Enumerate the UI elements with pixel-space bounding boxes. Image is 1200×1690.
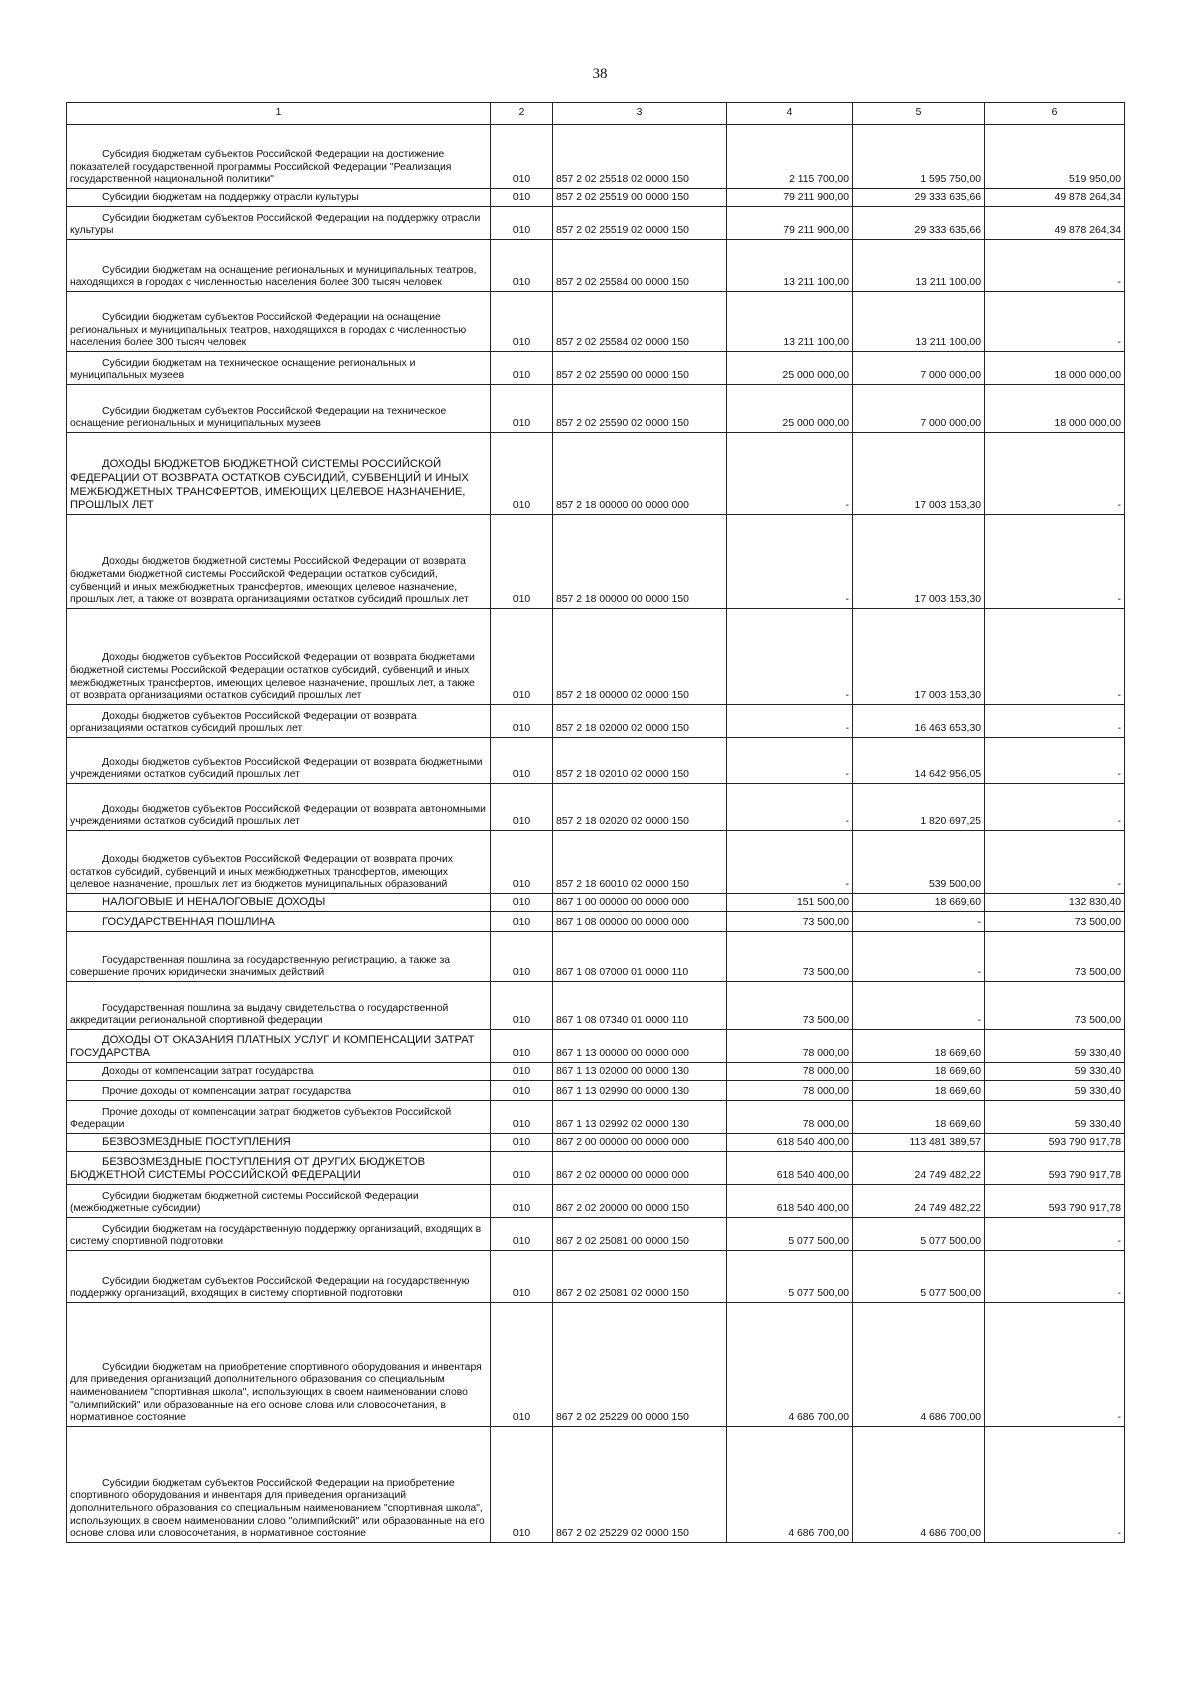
row-value-col6: 73 500,00 [985,912,1125,932]
table-row [67,894,1125,912]
row-budget-classification-code: 867 2 02 20000 00 0000 150 [553,1185,727,1218]
row-value-col5: 5 077 500,00 [853,1251,985,1303]
row-line-code: 010 [491,784,553,831]
row-line-code: 010 [491,292,553,352]
row-description: Субсидии бюджетам на оснащение региональных и муниципальных театров, находящихся в городах с численностью населения более 300 тысяч человек [67,240,491,292]
row-line-code: 010 [491,433,553,515]
row-description: Субсидии бюджетам на техническое оснащение региональных и муниципальных музеев [67,352,491,385]
row-value-col5: 16 463 653,30 [853,705,985,738]
row-description: БЕЗВОЗМЕЗДНЫЕ ПОСТУПЛЕНИЯ ОТ ДРУГИХ БЮДЖЕТОВ БЮДЖЕТНОЙ СИСТЕМЫ РОССИЙСКОЙ ФЕДЕРАЦИИ [67,1152,491,1185]
column-header-6: 6 [985,103,1125,125]
row-value-col6: 593 790 917,78 [985,1185,1125,1218]
row-value-col6: 18 000 000,00 [985,352,1125,385]
row-line-code: 010 [491,1030,553,1063]
row-description: Доходы бюджетов субъектов Российской Федерации от возврата бюджетными учреждениями остатков субсидий прошлых лет [67,738,491,784]
row-value-col6: - [985,515,1125,609]
row-value-col4: - [727,705,853,738]
row-value-col6: - [985,1303,1125,1427]
row-line-code: 010 [491,982,553,1030]
row-budget-classification-code: 867 2 02 25081 02 0000 150 [553,1251,727,1303]
table-row [67,515,1125,609]
row-budget-classification-code: 857 2 02 25590 00 0000 150 [553,352,727,385]
row-value-col6: 73 500,00 [985,982,1125,1030]
row-budget-classification-code: 867 2 02 00000 00 0000 000 [553,1152,727,1185]
row-description: Субсидии бюджетам на государственную поддержку организаций, входящих в систему спортивной подготовки [67,1218,491,1251]
row-value-col5: 4 686 700,00 [853,1303,985,1427]
row-value-col5: 18 669,60 [853,894,985,912]
row-budget-classification-code: 867 2 02 25229 02 0000 150 [553,1427,727,1543]
row-value-col5: 24 749 482,22 [853,1185,985,1218]
row-value-col4: 4 686 700,00 [727,1303,853,1427]
row-line-code: 010 [491,385,553,433]
row-line-code: 010 [491,1101,553,1134]
row-line-code: 010 [491,1152,553,1185]
table-row [67,1303,1125,1427]
row-budget-classification-code: 867 1 13 00000 00 0000 000 [553,1030,727,1063]
row-description: НАЛОГОВЫЕ И НЕНАЛОГОВЫЕ ДОХОДЫ [67,894,491,912]
row-value-col6: - [985,705,1125,738]
row-description: Прочие доходы от компенсации затрат государства [67,1081,491,1101]
column-number-row [67,103,1125,125]
row-description: Субсидии бюджетам на приобретение спортивного оборудования и инвентаря для приведения организаций дополнительного образования со специальным наименованием "спортивная школа", использующих в своем наименовании слово "олимпийский" или образованные на его основе слова или словосочетания, в нормативное состояние [67,1303,491,1427]
column-header-3: 3 [553,103,727,125]
row-value-col4: - [727,515,853,609]
row-value-col5: 17 003 153,30 [853,609,985,705]
row-value-col4: 5 077 500,00 [727,1218,853,1251]
table-row [67,292,1125,352]
revenue-table [66,102,1125,1543]
row-value-col6: - [985,738,1125,784]
table-row [67,385,1125,433]
row-value-col6: 18 000 000,00 [985,385,1125,433]
column-header-4: 4 [727,103,853,125]
row-budget-classification-code: 867 1 00 00000 00 0000 000 [553,894,727,912]
row-value-col5: 7 000 000,00 [853,352,985,385]
row-value-col4: 78 000,00 [727,1101,853,1134]
row-value-col6: - [985,1427,1125,1543]
row-value-col6: - [985,831,1125,894]
row-value-col4: - [727,831,853,894]
table-row [67,932,1125,982]
row-budget-classification-code: 867 2 02 25229 00 0000 150 [553,1303,727,1427]
row-description: Субсидия бюджетам субъектов Российской Федерации на достижение показателей государственной программы Российской Федерации "Реализация государственной национальной политики" [67,125,491,189]
row-description: Доходы бюджетов субъектов Российской Федерации от возврата бюджетами бюджетной системы Российской Федерации остатков субсидий, субвенций и иных межбюджетных трансфертов, имеющих целевое назначение, прошлых лет, а также от возврата организациями остатков субсидий прошлых лет [67,609,491,705]
row-budget-classification-code: 857 2 02 25518 02 0000 150 [553,125,727,189]
row-value-col5: 18 669,60 [853,1081,985,1101]
row-value-col5: 18 669,60 [853,1101,985,1134]
row-value-col6: - [985,240,1125,292]
row-line-code: 010 [491,1218,553,1251]
table-row [67,1081,1125,1101]
row-description: Субсидии бюджетам субъектов Российской Федерации на государственную поддержку организаций, входящих в систему спортивной подготовки [67,1251,491,1303]
table-row [67,1101,1125,1134]
row-budget-classification-code: 867 1 13 02000 00 0000 130 [553,1063,727,1081]
row-value-col4: 13 211 100,00 [727,292,853,352]
row-value-col6: 132 830,40 [985,894,1125,912]
row-value-col4: 78 000,00 [727,1063,853,1081]
row-budget-classification-code: 867 1 08 07340 01 0000 110 [553,982,727,1030]
row-value-col5: 18 669,60 [853,1063,985,1081]
column-header-2: 2 [491,103,553,125]
row-value-col5: 1 820 697,25 [853,784,985,831]
row-description: БЕЗВОЗМЕЗДНЫЕ ПОСТУПЛЕНИЯ [67,1134,491,1152]
row-budget-classification-code: 857 2 18 02020 02 0000 150 [553,784,727,831]
row-line-code: 010 [491,831,553,894]
row-line-code: 010 [491,912,553,932]
row-budget-classification-code: 857 2 18 00000 02 0000 150 [553,609,727,705]
table-row [67,1427,1125,1543]
row-value-col6: 59 330,40 [985,1063,1125,1081]
row-value-col4: 618 540 400,00 [727,1185,853,1218]
column-header-1: 1 [67,103,491,125]
row-value-col5: 7 000 000,00 [853,385,985,433]
table-row [67,1218,1125,1251]
row-line-code: 010 [491,1063,553,1081]
row-line-code: 010 [491,125,553,189]
row-description: Субсидии бюджетам субъектов Российской Федерации на оснащение региональных и муниципальных театров, находящихся в городах с численностью населения более 300 тысяч человек [67,292,491,352]
row-description: Субсидии бюджетам на поддержку отрасли культуры [67,189,491,207]
row-line-code: 010 [491,1303,553,1427]
table-row [67,207,1125,240]
table-row [67,705,1125,738]
row-line-code: 010 [491,207,553,240]
table-row [67,125,1125,189]
row-budget-classification-code: 857 2 02 25519 00 0000 150 [553,189,727,207]
row-value-col5: 13 211 100,00 [853,292,985,352]
row-value-col5: 4 686 700,00 [853,1427,985,1543]
row-value-col6: 73 500,00 [985,932,1125,982]
row-line-code: 010 [491,894,553,912]
table-row [67,240,1125,292]
row-value-col6: - [985,433,1125,515]
row-value-col6: 519 950,00 [985,125,1125,189]
row-description: ДОХОДЫ БЮДЖЕТОВ БЮДЖЕТНОЙ СИСТЕМЫ РОССИЙСКОЙ ФЕДЕРАЦИИ ОТ ВОЗВРАТА ОСТАТКОВ СУБСИДИЙ, СУБВЕНЦИЙ И ИНЫХ МЕЖБЮДЖЕТНЫХ ТРАНСФЕРТОВ, ИМЕЮЩИХ ЦЕЛЕВОЕ НАЗНАЧЕНИЕ, ПРОШЛЫХ ЛЕТ [67,433,491,515]
row-description: ГОСУДАРСТВЕННАЯ ПОШЛИНА [67,912,491,932]
row-value-col4: - [727,433,853,515]
row-budget-classification-code: 857 2 02 25590 02 0000 150 [553,385,727,433]
row-description: ДОХОДЫ ОТ ОКАЗАНИЯ ПЛАТНЫХ УСЛУГ И КОМПЕНСАЦИИ ЗАТРАТ ГОСУДАРСТВА [67,1030,491,1063]
row-description: Доходы от компенсации затрат государства [67,1063,491,1081]
row-value-col4: 5 077 500,00 [727,1251,853,1303]
table-row [67,1063,1125,1081]
row-value-col5: 29 333 635,66 [853,207,985,240]
row-value-col4: 73 500,00 [727,912,853,932]
row-description: Доходы бюджетов субъектов Российской Федерации от возврата организациями остатков субсидий прошлых лет [67,705,491,738]
table-row [67,831,1125,894]
row-description: Субсидии бюджетам субъектов Российской Федерации на техническое оснащение региональных и муниципальных музеев [67,385,491,433]
row-value-col6: - [985,1218,1125,1251]
row-value-col5: 539 500,00 [853,831,985,894]
row-budget-classification-code: 867 2 02 25081 00 0000 150 [553,1218,727,1251]
row-value-col4: 151 500,00 [727,894,853,912]
row-value-col6: 593 790 917,78 [985,1152,1125,1185]
row-value-col6: 59 330,40 [985,1081,1125,1101]
row-value-col4: 25 000 000,00 [727,352,853,385]
row-value-col5: 17 003 153,30 [853,433,985,515]
table-header [67,103,1125,125]
row-budget-classification-code: 857 2 18 60010 02 0000 150 [553,831,727,894]
row-value-col4: 73 500,00 [727,982,853,1030]
row-value-col4: 78 000,00 [727,1030,853,1063]
row-value-col6: - [985,1251,1125,1303]
table-row [67,784,1125,831]
row-value-col5: 113 481 389,57 [853,1134,985,1152]
row-value-col5: 24 749 482,22 [853,1152,985,1185]
row-budget-classification-code: 857 2 18 02000 02 0000 150 [553,705,727,738]
row-description: Государственная пошлина за выдачу свидетельства о государственной аккредитации региональной спортивной федерации [67,982,491,1030]
row-value-col6: 59 330,40 [985,1101,1125,1134]
row-value-col4: 2 115 700,00 [727,125,853,189]
table-row [67,912,1125,932]
row-value-col6: - [985,609,1125,705]
table-row [67,738,1125,784]
row-value-col4: - [727,609,853,705]
table-row [67,1030,1125,1063]
row-line-code: 010 [491,1134,553,1152]
row-value-col5: 18 669,60 [853,1030,985,1063]
row-line-code: 010 [491,1185,553,1218]
row-budget-classification-code: 857 2 18 02010 02 0000 150 [553,738,727,784]
row-value-col6: - [985,292,1125,352]
row-value-col5: - [853,982,985,1030]
row-budget-classification-code: 867 2 00 00000 00 0000 000 [553,1134,727,1152]
row-value-col4: 78 000,00 [727,1081,853,1101]
table-row [67,433,1125,515]
row-line-code: 010 [491,515,553,609]
row-value-col6: 49 878 264,34 [985,207,1125,240]
row-value-col6: 593 790 917,78 [985,1134,1125,1152]
row-description: Государственная пошлина за государственную регистрацию, а также за совершение прочих юридически значимых действий [67,932,491,982]
table-row [67,982,1125,1030]
row-line-code: 010 [491,705,553,738]
row-line-code: 010 [491,609,553,705]
row-budget-classification-code: 867 1 13 02990 00 0000 130 [553,1081,727,1101]
row-line-code: 010 [491,1427,553,1543]
row-description: Субсидии бюджетам субъектов Российской Федерации на поддержку отрасли культуры [67,207,491,240]
row-value-col6: 59 330,40 [985,1030,1125,1063]
row-budget-classification-code: 867 1 13 02992 02 0000 130 [553,1101,727,1134]
row-line-code: 010 [491,932,553,982]
row-value-col5: 29 333 635,66 [853,189,985,207]
column-header-5: 5 [853,103,985,125]
table-row [67,189,1125,207]
row-budget-classification-code: 857 2 18 00000 00 0000 150 [553,515,727,609]
table-row [67,1152,1125,1185]
row-value-col5: - [853,932,985,982]
row-description: Субсидии бюджетам бюджетной системы Российской Федерации (межбюджетные субсидии) [67,1185,491,1218]
row-budget-classification-code: 857 2 02 25584 02 0000 150 [553,292,727,352]
page-number: 38 [592,66,608,82]
row-value-col4: 79 211 900,00 [727,207,853,240]
row-line-code: 010 [491,1251,553,1303]
row-description: Прочие доходы от компенсации затрат бюджетов субъектов Российской Федерации [67,1101,491,1134]
row-line-code: 010 [491,738,553,784]
row-budget-classification-code: 857 2 02 25519 02 0000 150 [553,207,727,240]
row-value-col4: - [727,738,853,784]
row-description: Доходы бюджетов субъектов Российской Федерации от возврата прочих остатков субсидий, субвенций и иных межбюджетных трансфертов, имеющих целевое назначение, прошлых лет из бюджетов муниципальных образований [67,831,491,894]
row-budget-classification-code: 867 1 08 00000 00 0000 000 [553,912,727,932]
row-budget-classification-code: 857 2 02 25584 00 0000 150 [553,240,727,292]
row-value-col5: 14 642 956,05 [853,738,985,784]
row-value-col6: 49 878 264,34 [985,189,1125,207]
row-line-code: 010 [491,352,553,385]
row-value-col5: 13 211 100,00 [853,240,985,292]
row-line-code: 010 [491,189,553,207]
row-value-col6: - [985,784,1125,831]
row-line-code: 010 [491,240,553,292]
row-description: Субсидии бюджетам субъектов Российской Федерации на приобретение спортивного оборудования и инвентаря для приведения организаций дополнительного образования со специальным наименованием "спортивная школа", использующих в своем наименовании слово "олимпийский" или образованные на его основе слова или словосочетания, в нормативное состояние [67,1427,491,1543]
table-row [67,1251,1125,1303]
row-budget-classification-code: 857 2 18 00000 00 0000 000 [553,433,727,515]
row-value-col4: 13 211 100,00 [727,240,853,292]
row-budget-classification-code: 867 1 08 07000 01 0000 110 [553,932,727,982]
row-value-col4: 25 000 000,00 [727,385,853,433]
row-value-col4: 4 686 700,00 [727,1427,853,1543]
row-value-col5: 5 077 500,00 [853,1218,985,1251]
table-row [67,1134,1125,1152]
row-value-col4: 618 540 400,00 [727,1134,853,1152]
table-row [67,1185,1125,1218]
row-value-col4: 73 500,00 [727,932,853,982]
row-value-col5: 17 003 153,30 [853,515,985,609]
row-description: Доходы бюджетов субъектов Российской Федерации от возврата автономными учреждениями остатков субсидий прошлых лет [67,784,491,831]
table-row [67,609,1125,705]
row-value-col4: - [727,784,853,831]
table-row [67,352,1125,385]
row-value-col4: 618 540 400,00 [727,1152,853,1185]
row-value-col5: - [853,912,985,932]
row-value-col5: 1 595 750,00 [853,125,985,189]
table-body [67,125,1125,1543]
row-line-code: 010 [491,1081,553,1101]
row-description: Доходы бюджетов бюджетной системы Российской Федерации от возврата бюджетами бюджетной системы Российской Федерации остатков субсидий, субвенций и иных межбюджетных трансфертов, имеющих целевое назначение, прошлых лет, а также от возврата организациями остатков субсидий прошлых лет [67,515,491,609]
row-value-col4: 79 211 900,00 [727,189,853,207]
